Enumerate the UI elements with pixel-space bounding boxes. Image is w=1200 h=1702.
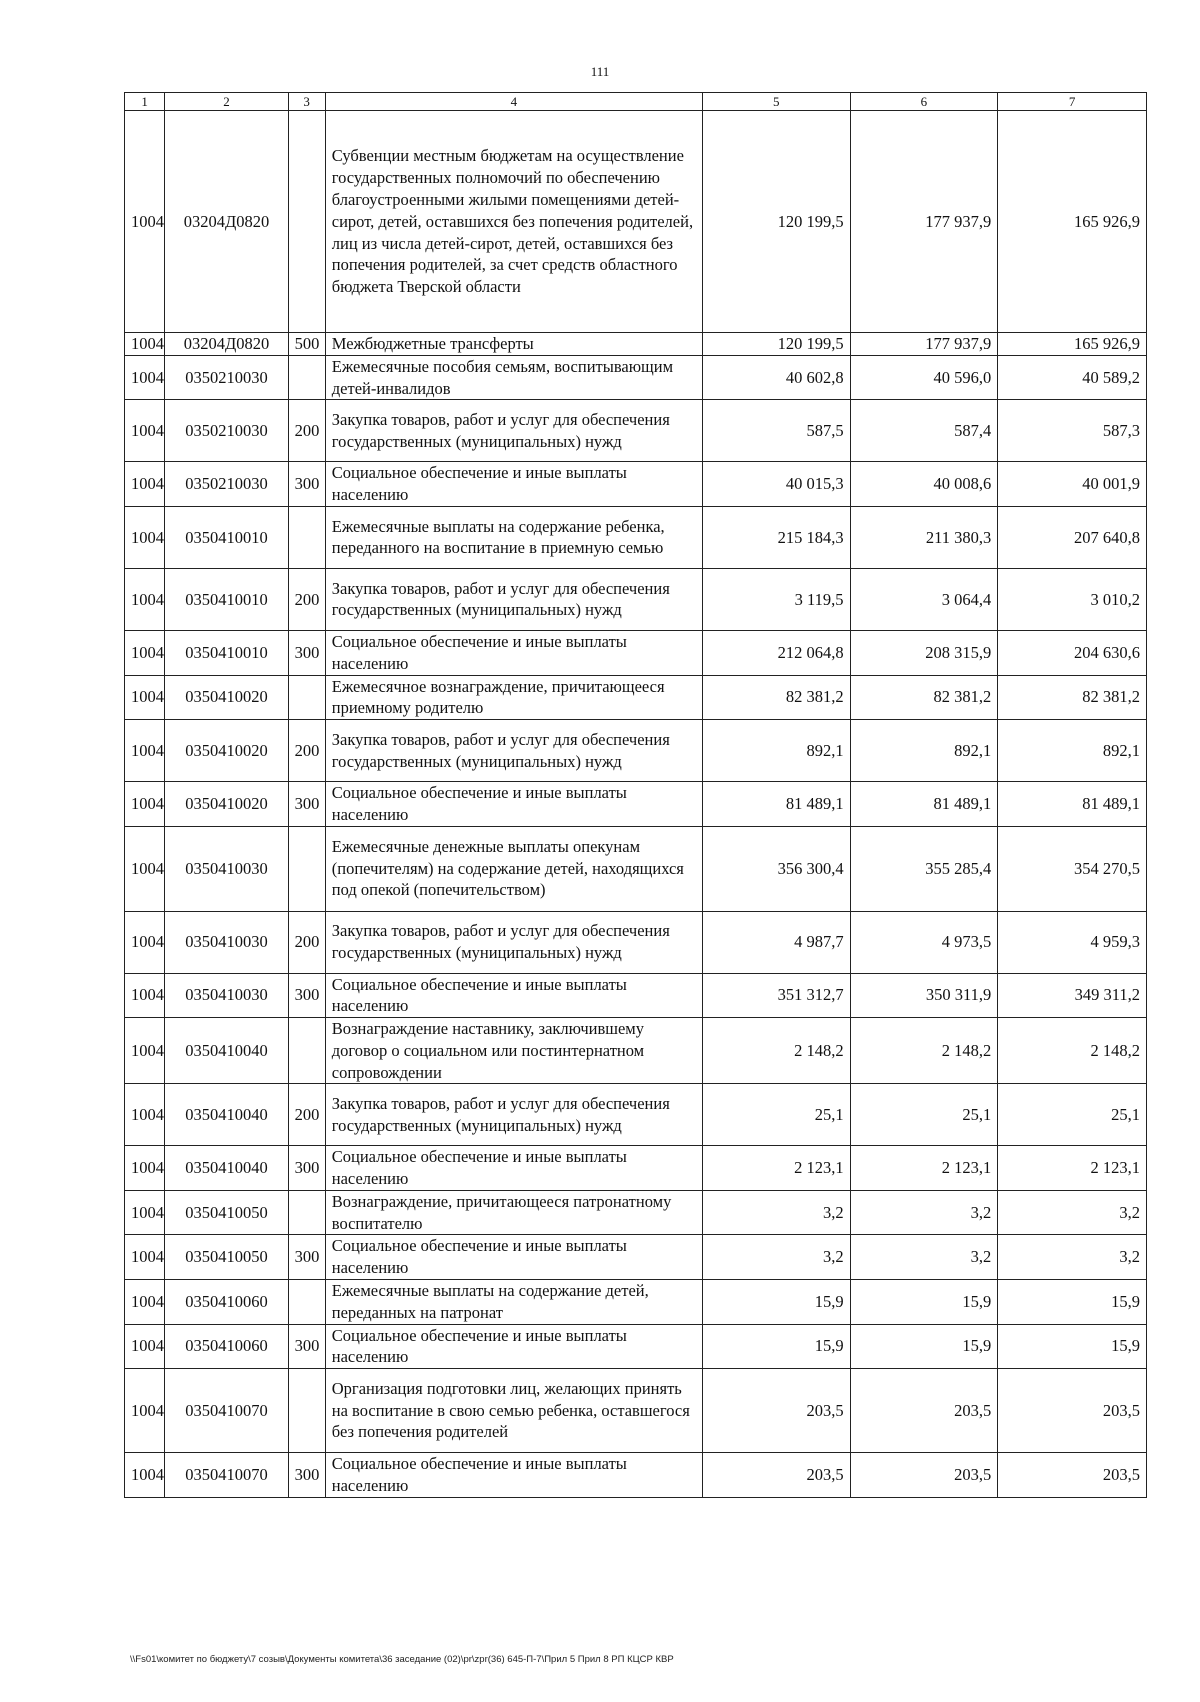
amount-year-3-cell: 3,2 xyxy=(998,1190,1147,1235)
table-row xyxy=(125,911,1147,973)
table-row xyxy=(125,1324,1147,1369)
amount-year-1-cell: 3,2 xyxy=(702,1235,850,1280)
section-code-cell: 1004 xyxy=(125,675,165,720)
table-row xyxy=(125,1453,1147,1498)
column-header: 5 xyxy=(702,93,850,111)
description-cell: Закупка товаров, работ и услуг для обеспечения государственных (муниципальных) нужд xyxy=(325,911,702,973)
amount-year-3-cell: 207 640,8 xyxy=(998,506,1147,568)
amount-year-3-cell: 892,1 xyxy=(998,720,1147,782)
amount-year-3-cell: 203,5 xyxy=(998,1453,1147,1498)
section-code-cell: 1004 xyxy=(125,1146,165,1191)
table-row xyxy=(125,973,1147,1018)
description-cell: Социальное обеспечение и иные выплаты населению xyxy=(325,1146,702,1191)
amount-year-2-cell: 15,9 xyxy=(850,1324,998,1369)
description-cell: Ежемесячные денежные выплаты опекунам (попечителям) на содержание детей, находящихся под опекой (попечительством) xyxy=(325,826,702,911)
amount-year-3-cell: 349 311,2 xyxy=(998,973,1147,1018)
section-code-cell: 1004 xyxy=(125,1190,165,1235)
amount-year-1-cell: 81 489,1 xyxy=(702,782,850,827)
description-cell: Закупка товаров, работ и услуг для обеспечения государственных (муниципальных) нужд xyxy=(325,400,702,462)
target-article-cell: 0350210030 xyxy=(165,462,288,507)
description-cell: Закупка товаров, работ и услуг для обеспечения государственных (муниципальных) нужд xyxy=(325,720,702,782)
amount-year-3-cell: 2 148,2 xyxy=(998,1018,1147,1084)
description-cell: Закупка товаров, работ и услуг для обеспечения государственных (муниципальных) нужд xyxy=(325,568,702,630)
table-row xyxy=(125,1084,1147,1146)
description-cell: Организация подготовки лиц, желающих принять на воспитание в свою семью ребенка, оставшегося без попечения родителей xyxy=(325,1369,702,1453)
section-code-cell: 1004 xyxy=(125,1280,165,1325)
amount-year-3-cell: 203,5 xyxy=(998,1369,1147,1453)
amount-year-1-cell: 212 064,8 xyxy=(702,630,850,675)
amount-year-3-cell: 15,9 xyxy=(998,1324,1147,1369)
expense-type-cell: 300 xyxy=(288,1453,325,1498)
description-cell: Социальное обеспечение и иные выплаты населению xyxy=(325,1453,702,1498)
amount-year-1-cell: 120 199,5 xyxy=(702,333,850,356)
expense-type-cell: 300 xyxy=(288,630,325,675)
amount-year-3-cell: 40 001,9 xyxy=(998,462,1147,507)
description-cell: Социальное обеспечение и иные выплаты населению xyxy=(325,462,702,507)
amount-year-3-cell: 204 630,6 xyxy=(998,630,1147,675)
target-article-cell: 0350410040 xyxy=(165,1084,288,1146)
amount-year-2-cell: 208 315,9 xyxy=(850,630,998,675)
amount-year-3-cell: 587,3 xyxy=(998,400,1147,462)
section-code-cell: 1004 xyxy=(125,1084,165,1146)
table-row xyxy=(125,111,1147,333)
amount-year-2-cell: 350 311,9 xyxy=(850,973,998,1018)
amount-year-3-cell: 40 589,2 xyxy=(998,355,1147,400)
amount-year-2-cell: 3,2 xyxy=(850,1235,998,1280)
expense-type-cell xyxy=(288,826,325,911)
expense-type-cell: 300 xyxy=(288,1146,325,1191)
target-article-cell: 0350410010 xyxy=(165,568,288,630)
description-cell: Межбюджетные трансферты xyxy=(325,333,702,356)
amount-year-2-cell: 25,1 xyxy=(850,1084,998,1146)
target-article-cell: 0350210030 xyxy=(165,355,288,400)
target-article-cell: 0350410030 xyxy=(165,911,288,973)
amount-year-1-cell: 2 123,1 xyxy=(702,1146,850,1191)
expense-type-cell xyxy=(288,355,325,400)
target-article-cell: 0350410050 xyxy=(165,1190,288,1235)
amount-year-1-cell: 356 300,4 xyxy=(702,826,850,911)
expense-type-cell xyxy=(288,1018,325,1084)
amount-year-2-cell: 892,1 xyxy=(850,720,998,782)
amount-year-3-cell: 4 959,3 xyxy=(998,911,1147,973)
target-article-cell: 0350210030 xyxy=(165,400,288,462)
amount-year-1-cell: 351 312,7 xyxy=(702,973,850,1018)
section-code-cell: 1004 xyxy=(125,720,165,782)
table-row xyxy=(125,355,1147,400)
section-code-cell: 1004 xyxy=(125,911,165,973)
table-row xyxy=(125,1235,1147,1280)
amount-year-1-cell: 120 199,5 xyxy=(702,111,850,333)
table-row xyxy=(125,782,1147,827)
section-code-cell: 1004 xyxy=(125,1018,165,1084)
table-row xyxy=(125,506,1147,568)
amount-year-2-cell: 40 008,6 xyxy=(850,462,998,507)
expense-type-cell: 300 xyxy=(288,1235,325,1280)
amount-year-1-cell: 892,1 xyxy=(702,720,850,782)
table-row xyxy=(125,826,1147,911)
amount-year-3-cell: 165 926,9 xyxy=(998,111,1147,333)
description-cell: Социальное обеспечение и иные выплаты населению xyxy=(325,630,702,675)
amount-year-2-cell: 211 380,3 xyxy=(850,506,998,568)
amount-year-1-cell: 203,5 xyxy=(702,1453,850,1498)
amount-year-3-cell: 81 489,1 xyxy=(998,782,1147,827)
expense-type-cell: 200 xyxy=(288,720,325,782)
amount-year-1-cell: 2 148,2 xyxy=(702,1018,850,1084)
section-code-cell: 1004 xyxy=(125,1369,165,1453)
column-header: 4 xyxy=(325,93,702,111)
amount-year-2-cell: 177 937,9 xyxy=(850,333,998,356)
amount-year-3-cell: 3,2 xyxy=(998,1235,1147,1280)
amount-year-1-cell: 25,1 xyxy=(702,1084,850,1146)
expense-type-cell xyxy=(288,1280,325,1325)
table-row xyxy=(125,675,1147,720)
target-article-cell: 0350410060 xyxy=(165,1280,288,1325)
table-row xyxy=(125,333,1147,356)
table-row xyxy=(125,1146,1147,1191)
target-article-cell: 0350410050 xyxy=(165,1235,288,1280)
description-cell: Социальное обеспечение и иные выплаты населению xyxy=(325,1235,702,1280)
amount-year-1-cell: 203,5 xyxy=(702,1369,850,1453)
amount-year-1-cell: 82 381,2 xyxy=(702,675,850,720)
description-cell: Ежемесячное вознаграждение, причитающееся приемному родителю xyxy=(325,675,702,720)
expense-type-cell: 200 xyxy=(288,400,325,462)
table-body xyxy=(125,111,1147,1497)
amount-year-2-cell: 15,9 xyxy=(850,1280,998,1325)
column-header: 1 xyxy=(125,93,165,111)
expense-type-cell: 500 xyxy=(288,333,325,356)
section-code-cell: 1004 xyxy=(125,1453,165,1498)
amount-year-3-cell: 354 270,5 xyxy=(998,826,1147,911)
section-code-cell: 1004 xyxy=(125,400,165,462)
section-code-cell: 1004 xyxy=(125,630,165,675)
section-code-cell: 1004 xyxy=(125,333,165,356)
amount-year-1-cell: 587,5 xyxy=(702,400,850,462)
description-cell: Субвенции местным бюджетам на осуществление государственных полномочий по обеспечению благоустроенными жилыми помещениями детей-сирот, детей, оставшихся без попечения родителей, лиц из числа детей-сирот, детей, оставшихся без попечения родителей, за счет средств областного бюджета Тверской области xyxy=(325,111,702,333)
target-article-cell: 0350410040 xyxy=(165,1018,288,1084)
column-header: 6 xyxy=(850,93,998,111)
amount-year-3-cell: 2 123,1 xyxy=(998,1146,1147,1191)
description-cell: Закупка товаров, работ и услуг для обеспечения государственных (муниципальных) нужд xyxy=(325,1084,702,1146)
expense-type-cell: 300 xyxy=(288,973,325,1018)
section-code-cell: 1004 xyxy=(125,1235,165,1280)
column-header: 2 xyxy=(165,93,288,111)
description-cell: Ежемесячные пособия семьям, воспитывающим детей-инвалидов xyxy=(325,355,702,400)
expense-type-cell xyxy=(288,1190,325,1235)
expense-type-cell xyxy=(288,1369,325,1453)
target-article-cell: 0350410010 xyxy=(165,630,288,675)
table-row xyxy=(125,1280,1147,1325)
description-cell: Ежемесячные выплаты на содержание детей, переданных на патронат xyxy=(325,1280,702,1325)
expense-type-cell: 300 xyxy=(288,462,325,507)
table-row xyxy=(125,1369,1147,1453)
table-row xyxy=(125,1190,1147,1235)
section-code-cell: 1004 xyxy=(125,826,165,911)
target-article-cell: 0350410020 xyxy=(165,675,288,720)
section-code-cell: 1004 xyxy=(125,506,165,568)
amount-year-1-cell: 40 015,3 xyxy=(702,462,850,507)
budget-table xyxy=(124,92,1147,1498)
description-cell: Социальное обеспечение и иные выплаты населению xyxy=(325,973,702,1018)
section-code-cell: 1004 xyxy=(125,111,165,333)
expense-type-cell: 300 xyxy=(288,1324,325,1369)
target-article-cell: 0350410070 xyxy=(165,1369,288,1453)
column-number-header-row xyxy=(125,93,1147,111)
table-row xyxy=(125,720,1147,782)
column-header: 7 xyxy=(998,93,1147,111)
page-number: 111 xyxy=(590,64,610,79)
file-path-footer: \\Fs01\комитет по бюджету\7 созыв\Документы комитета\36 заседание (02)\pr\zpr(36) 645-П-7\Прил 5 Прил 8 РП КЦСР КВР xyxy=(130,1654,674,1665)
expense-type-cell: 200 xyxy=(288,1084,325,1146)
expense-type-cell: 200 xyxy=(288,568,325,630)
section-code-cell: 1004 xyxy=(125,782,165,827)
expense-type-cell xyxy=(288,506,325,568)
amount-year-1-cell: 4 987,7 xyxy=(702,911,850,973)
section-code-cell: 1004 xyxy=(125,355,165,400)
table-row xyxy=(125,400,1147,462)
amount-year-2-cell: 203,5 xyxy=(850,1453,998,1498)
amount-year-2-cell: 2 123,1 xyxy=(850,1146,998,1191)
description-cell: Социальное обеспечение и иные выплаты населению xyxy=(325,782,702,827)
target-article-cell: 0350410070 xyxy=(165,1453,288,1498)
description-cell: Вознаграждение наставнику, заключившему договор о социальном или постинтернатном сопровождении xyxy=(325,1018,702,1084)
amount-year-3-cell: 15,9 xyxy=(998,1280,1147,1325)
expense-type-cell xyxy=(288,111,325,333)
amount-year-2-cell: 2 148,2 xyxy=(850,1018,998,1084)
target-article-cell: 03204Д0820 xyxy=(165,333,288,356)
amount-year-1-cell: 15,9 xyxy=(702,1280,850,1325)
amount-year-1-cell: 15,9 xyxy=(702,1324,850,1369)
target-article-cell: 0350410030 xyxy=(165,826,288,911)
amount-year-2-cell: 355 285,4 xyxy=(850,826,998,911)
expense-type-cell: 200 xyxy=(288,911,325,973)
target-article-cell: 0350410010 xyxy=(165,506,288,568)
description-cell: Вознаграждение, причитающееся патронатному воспитателю xyxy=(325,1190,702,1235)
amount-year-2-cell: 177 937,9 xyxy=(850,111,998,333)
section-code-cell: 1004 xyxy=(125,462,165,507)
amount-year-2-cell: 4 973,5 xyxy=(850,911,998,973)
target-article-cell: 0350410040 xyxy=(165,1146,288,1191)
section-code-cell: 1004 xyxy=(125,568,165,630)
amount-year-2-cell: 587,4 xyxy=(850,400,998,462)
amount-year-1-cell: 3 119,5 xyxy=(702,568,850,630)
table-row xyxy=(125,462,1147,507)
amount-year-3-cell: 165 926,9 xyxy=(998,333,1147,356)
amount-year-2-cell: 81 489,1 xyxy=(850,782,998,827)
expense-type-cell xyxy=(288,675,325,720)
amount-year-2-cell: 203,5 xyxy=(850,1369,998,1453)
amount-year-2-cell: 82 381,2 xyxy=(850,675,998,720)
section-code-cell: 1004 xyxy=(125,1324,165,1369)
amount-year-3-cell: 25,1 xyxy=(998,1084,1147,1146)
amount-year-2-cell: 3,2 xyxy=(850,1190,998,1235)
table-row xyxy=(125,630,1147,675)
amount-year-3-cell: 82 381,2 xyxy=(998,675,1147,720)
target-article-cell: 0350410030 xyxy=(165,973,288,1018)
table-row xyxy=(125,1018,1147,1084)
amount-year-2-cell: 3 064,4 xyxy=(850,568,998,630)
amount-year-1-cell: 215 184,3 xyxy=(702,506,850,568)
column-header: 3 xyxy=(288,93,325,111)
target-article-cell: 0350410060 xyxy=(165,1324,288,1369)
target-article-cell: 0350410020 xyxy=(165,720,288,782)
section-code-cell: 1004 xyxy=(125,973,165,1018)
description-cell: Социальное обеспечение и иные выплаты населению xyxy=(325,1324,702,1369)
amount-year-3-cell: 3 010,2 xyxy=(998,568,1147,630)
amount-year-1-cell: 3,2 xyxy=(702,1190,850,1235)
table-row xyxy=(125,568,1147,630)
description-cell: Ежемесячные выплаты на содержание ребенка, переданного на воспитание в приемную семью xyxy=(325,506,702,568)
target-article-cell: 03204Д0820 xyxy=(165,111,288,333)
target-article-cell: 0350410020 xyxy=(165,782,288,827)
amount-year-1-cell: 40 602,8 xyxy=(702,355,850,400)
expense-type-cell: 300 xyxy=(288,782,325,827)
amount-year-2-cell: 40 596,0 xyxy=(850,355,998,400)
